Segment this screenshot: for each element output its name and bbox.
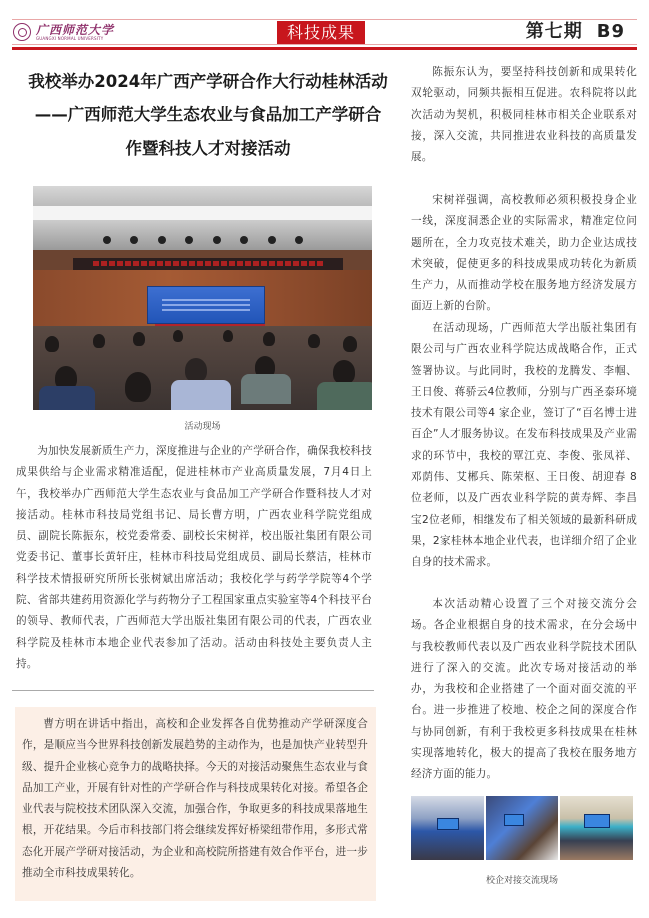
header-bottom-rule-thick [12,47,637,50]
page-number: B9 [596,21,625,42]
photo-projection-screen [147,286,265,324]
session-photos-caption: 校企对接交流现场 [485,876,558,886]
issue-number: 第七期 [525,21,583,42]
logo-text [36,24,114,41]
session-photo-3 [560,796,633,860]
section-tag: 科技成果 [277,21,365,44]
session-photo-1-screen [437,818,459,830]
issue-info [526,19,625,45]
session-photo-2-screen [504,814,524,826]
event-photo-main [33,186,372,410]
university-logo [13,20,114,44]
photo-banner [73,258,343,270]
session-photos-strip [411,796,633,860]
body-paragraph-song: 宋树祥强调，高校教师必须积极投身企业一线，深度洞悉企业的实际需求，精准定位问题所在，全力攻克技术难关，助力企业达成技术突破，促使更多的科技成果成功转化为新质生产力，从而推动学校在服务地方经济发展方面迈上新的台阶。 [411,194,637,313]
main-photo-caption: 活动现场 [184,422,221,432]
body-paragraph-intro: 为加快发展新质生产力，深度推进与企业的产学研合作，确保我校科技成果供给与企业需求精准适配，促进桂林市产业高质量发展，7月4日上午，我校举办广西师范大学生态农业与食品加工产学研合作暨科技人才对接活动。桂林市科技局党组书记、局长曹方明，广西农业科学院党组成员、副院长陈振东，校党委常委、副校长宋树祥，校出版社集团有限公司党委书记、董事长黄轩庄，桂林市科技局党组成员、副局长蔡洁，桂林市科学技术情报研究所所长张树斌出席活动；我校化学与药学学院等4个学院、省部共建药用资源化学与药物分子工程国家重点实验室等4个科技平台的领导、教师代表，广西师范大学出版社集团有限公司的代表，广西农业科学院及桂林市本地企业代表参加了活动。活动由科技处主要负责人主持。 [16,445,372,670]
header-bottom-rule-thin [12,44,637,45]
speech-paragraph: 曹方明在讲话中指出，高校和企业发挥各自优势推动产学研深度合作，是顺应当今世界科技创新发展趋势的主动作为，也是加快产业转型升级、提升企业核心竞争力的战略抉择。今天的对接活动聚焦生态农业与食品加工产业，开展有针对性的产学研合作与科技成果转化对接。希望各企业代表与院校技术团队深入交流，加强合作，争取更多的科技成果落地生根，开花结果。今后市科技部门将会继续发挥好桥梁纽带作用，多形式常态化开展产学研对接活动，为企业和高校院所搭建有效合作平台，进一步推动全市科技成果转化。 [22,718,368,880]
article-title-line-1: 我校举办2024年广西产学研合作大行动桂林活动 [28,72,388,91]
session-photo-1 [411,796,484,860]
photo-ceiling [33,186,372,206]
university-seal-icon [13,23,31,41]
body-paragraph-sessions: 本次活动精心设置了三个对接交流分会场。各企业根据自身的技术需求，在分会场中与我校教师代表以及广西农业科学院技术团队进行了深入的交流。此次专场对接活动的举办，为我校和企业搭建了一个面对面交流的平台。进一步推进了校地、校企之间的深度合作与协同创新，有利于我校更多科技成果在桂林实现落地转化，极大的提高了我校在服务地方经济方面的能力。 [411,598,637,781]
session-photo-3-screen [584,814,610,828]
logo-name-en: GUANGXI NORMAL UNIVERSITY [36,35,104,41]
column-divider [12,690,374,691]
logo-name-cn: 广西师范大学 [36,22,115,37]
article-title-line-3: 作暨科技人才对接活动 [125,139,291,158]
article-title-line-2: ——广西师范大学生态农业与食品加工产学研合 [34,105,382,124]
session-photo-2 [486,796,559,860]
body-paragraph-chen: 陈振东认为，要坚持科技创新和成果转化双轮驱动，同频共振相互促进。农科院将以此次活动为契机，积极同桂林市相关企业联系对接，深入交流，共同推进农业科技的高质量发展。 [411,66,637,164]
photo-ceiling-lower [33,220,372,250]
photo-light-band [33,206,372,220]
body-paragraph-signing: 在活动现场，广西师范大学出版社集团有限公司与广西农业科学院达成战略合作，正式签署协议。与此同时，我校的龙腾发、李帼、王日俊、蒋骄云4位教师，分别与广西圣泰环境技术有限公司等4 家企业，签订了“百名博士进百企”人才服务协议。在发布科技成果及产业需求的环节中，我校的覃江克、李俊、张凤祥、邓荫伟、艾郴兵、陈荣枢、王日俊、胡迎春 8 位老师，以及广西农业科学院的黄寿辉、李昌宝2位老师，相继发布了相关领域的最新科研成果，2家桂林本地企业代表，也详细介绍了企业自身的技术需求。 [411,322,637,569]
photo-audience [33,326,372,410]
photo-spotlights [103,236,303,244]
